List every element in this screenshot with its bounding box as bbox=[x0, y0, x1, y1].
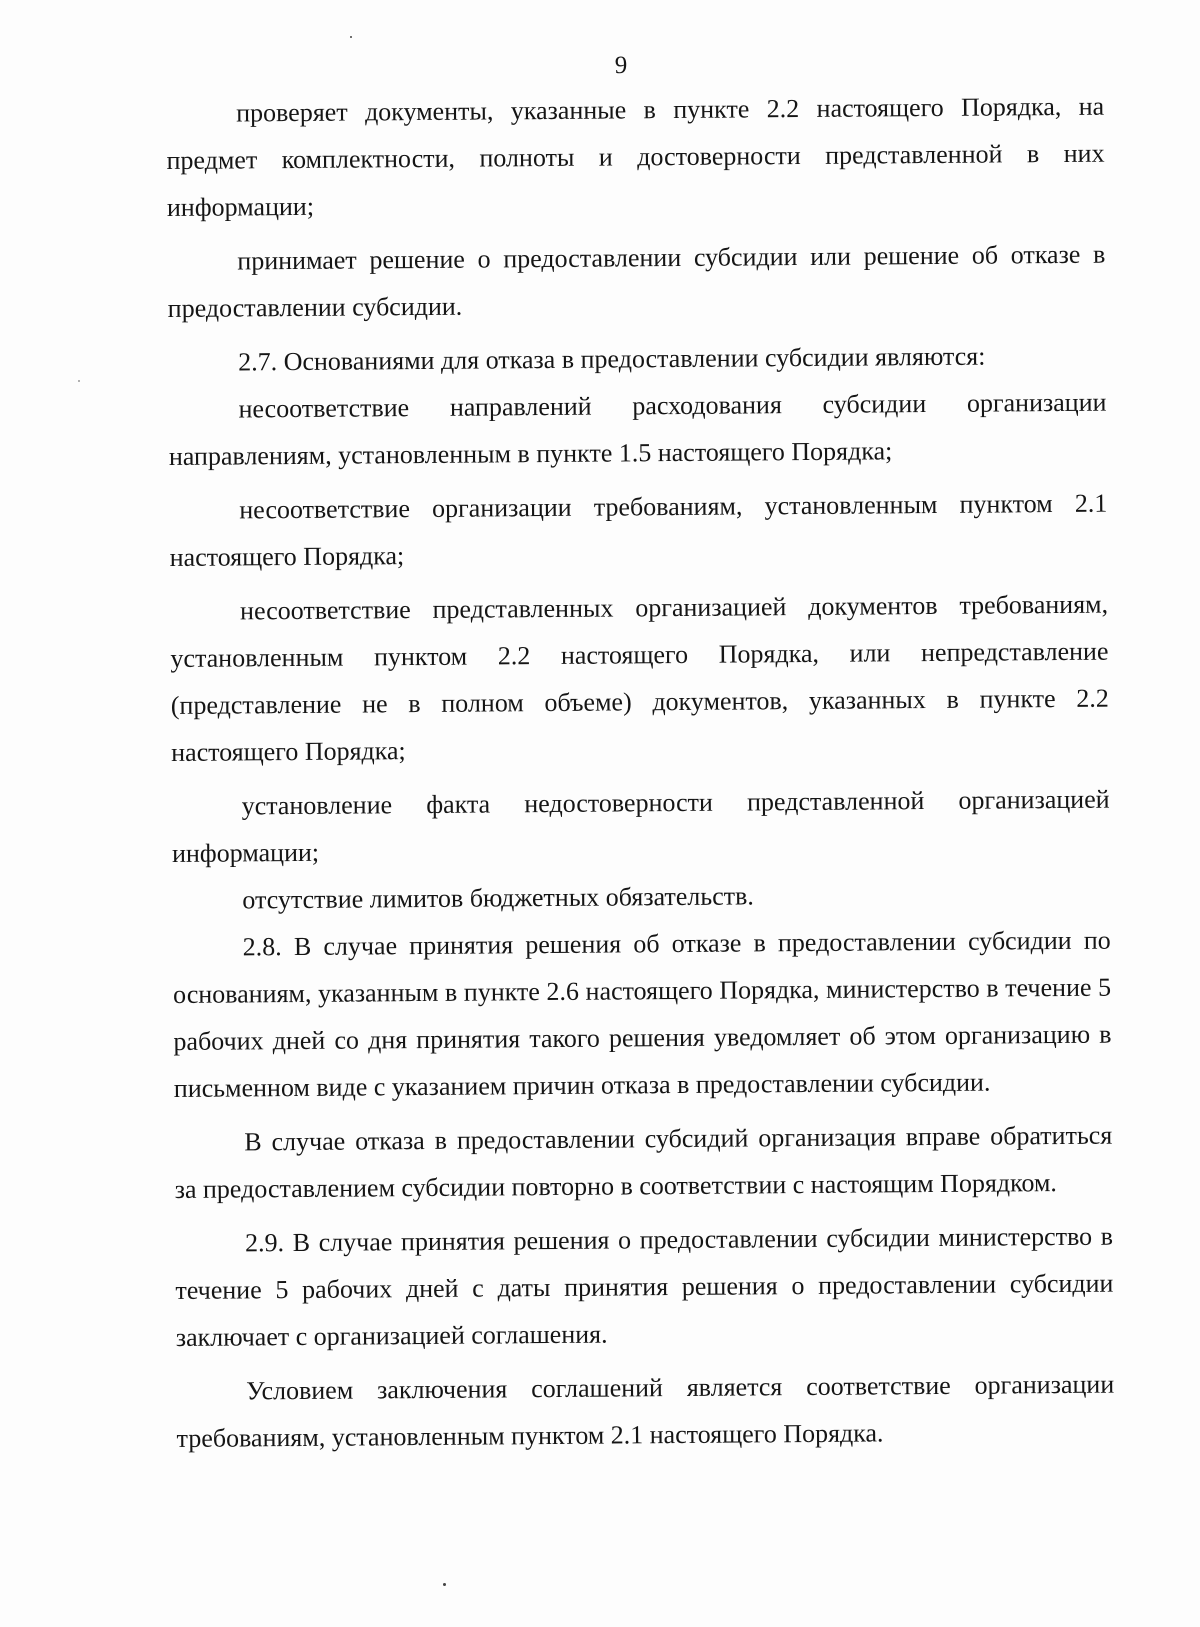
paragraph: несоответствие направлений расходования субсидии организации направлениям, установленным в пункте 1.5 настоящего Порядка; bbox=[168, 387, 1107, 471]
scan-speck bbox=[350, 36, 352, 38]
paragraph: 2.8. В случае принятия решения об отказе в предоставлении субсидии по основаниям, указанным в пункте 2.6 настоящего Порядка, министерство в течение 5 рабочих дней со дня принятия такого решения уведомляет об этом организацию в письменном виде с указанием причин отказа в предоставлении субсидии. bbox=[172, 925, 1112, 1103]
scan-speck bbox=[443, 1583, 446, 1586]
paragraph: 2.9. В случае принятия решения о предоставлении субсидии министерство в течение 5 рабочих дней с даты принятия решения о предоставлении субсидии заключает с организацией соглашения. bbox=[175, 1221, 1114, 1352]
paragraph: проверяет документы, указанные в пункте 2.2 настоящего Порядка, на предмет комплектности, полноты и достоверности представленной в них информации; bbox=[166, 91, 1105, 222]
paragraph: установление факта недостоверности представленной организацией информации; bbox=[171, 784, 1110, 868]
scan-speck bbox=[78, 380, 80, 382]
paragraph: В случае отказа в предоставлении субсидий организация вправе обратиться за предоставлением субсидии повторно в соответствии с настоящим Порядком. bbox=[174, 1120, 1113, 1204]
paragraph: несоответствие организации требованиям, установленным пунктом 2.1 настоящего Порядка; bbox=[169, 488, 1108, 572]
page-number: 9 bbox=[614, 52, 628, 79]
paragraph: 2.7. Основаниями для отказа в предоставлении субсидии являются: bbox=[238, 341, 986, 377]
paragraph: принимает решение о предоставлении субсидии или решение об отказе в предоставлении субсидии. bbox=[167, 239, 1106, 323]
paragraph: отсутствие лимитов бюджетных обязательств. bbox=[242, 881, 754, 915]
document-body bbox=[166, 83, 1115, 1462]
paragraph: Условием заключения соглашений является соответствие организации требованиям, установленным пунктом 2.1 настоящего Порядка. bbox=[176, 1369, 1115, 1453]
paragraph: несоответствие представленных организацией документов требованиям, установленным пунктом 2.2 настоящего Порядка, или непредставление (представление не в полном объеме) документов, указанных в пункте 2.2 настоящего Порядка; bbox=[170, 589, 1109, 767]
